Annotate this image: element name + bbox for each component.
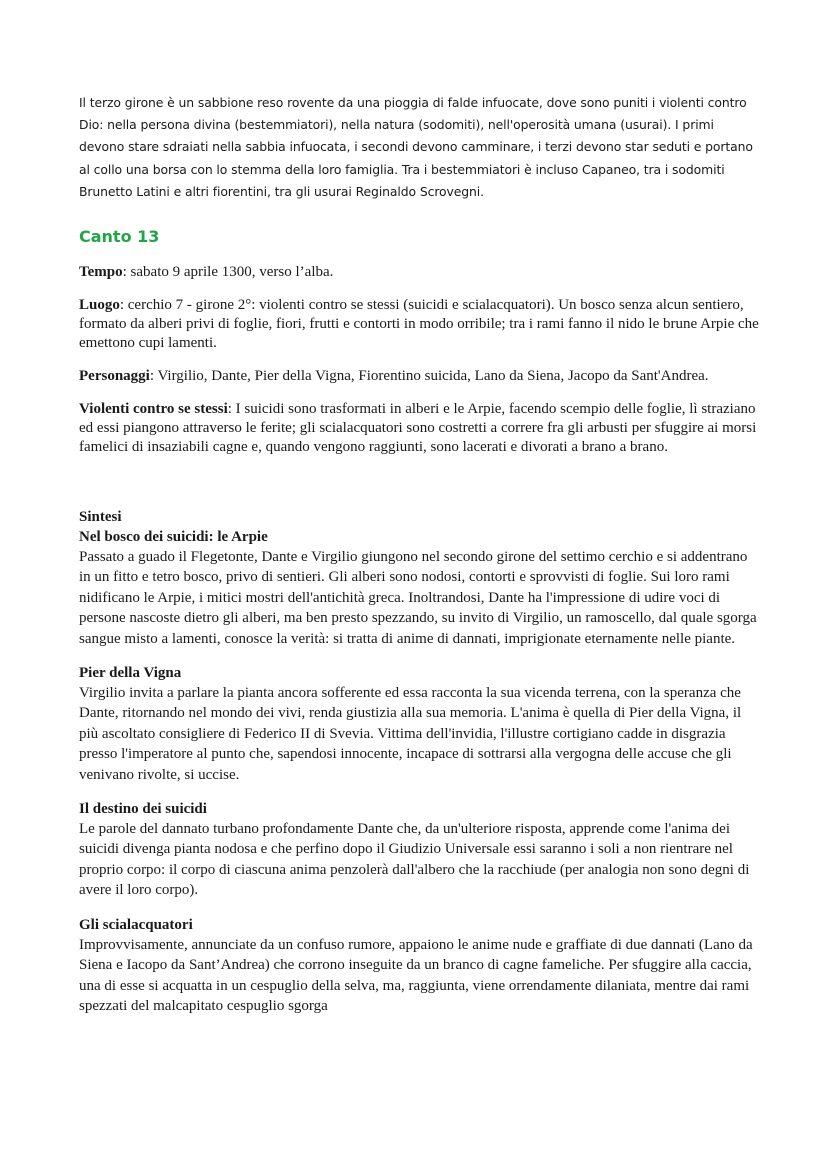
violenti-text: : I suicidi sono trasformati in alberi e le Arpie, facendo scempio delle foglie, lì straziano ed essi piangono attraverso le ferite; gli scialacquatori sono costretti a correre fra gli arbusti per sfuggire ai morsi famelici di insaziabili cagne e, quando vengono raggiunti, sono lacerati e divorati a brano a brano. xyxy=(79,401,757,456)
luogo-text: : cerchio 7 - girone 2°: violenti contro se stessi (suicidi e scialacquatori). Un bosco senza alcun sentiero, formato da alberi privi di foglie, fiori, frutti e contorti in modo orribile; tra i rami fanno il nido le brune Arpie che emettono cupi lamenti. xyxy=(79,297,759,352)
section-title: Nel bosco dei suicidi: le Arpie xyxy=(79,529,268,546)
sintesi-block xyxy=(79,507,759,1016)
section-arpie xyxy=(79,527,759,649)
luogo-label: Luogo xyxy=(79,297,120,314)
personaggi-paragraph xyxy=(79,367,759,386)
section-title: Gli scialacquatori xyxy=(79,916,193,933)
personaggi-label: Personaggi xyxy=(79,368,150,385)
personaggi-text: : Virgilio, Dante, Pier della Vigna, Fiorentino suicida, Lano da Siena, Jacopo da Sant'Andrea. xyxy=(149,368,709,385)
section-body: Le parole del dannato turbano profondamente Dante che, da un'ulteriore risposta, apprende come l'anima dei suicidi divenga pianta nodosa e che perfino dopo il Giudizio Universale essi saranno i soli a non rientrare nel proprio corpo: il corpo di ciascuna anima penzolerà dall'albero che la racchiude (per analogia non sono degni di avere il loro corpo). xyxy=(79,821,750,899)
section-pier-della-vigna xyxy=(79,663,759,785)
canto-title: Canto 13 xyxy=(79,227,160,247)
violenti-paragraph xyxy=(79,400,759,457)
intro-paragraph: Il terzo girone è un sabbione reso rovente da una pioggia di falde infuocate, dove sono puniti i violenti contro Dio: nella persona divina (bestemmiatori), nella natura (sodomiti), nell'operosità umana (usurai). I primi devono stare sdraiati nella sabbia infuocata, i secondi devono camminare, i terzi devono star seduti e portano al collo una borsa con lo stemma della loro famiglia. Tra i bestemmiatori è incluso Capaneo, tra i sodomiti Brunetto Latini e altri fiorentini, tra gli usurai Reginaldo Scrovegni. xyxy=(79,95,753,199)
tempo-paragraph xyxy=(79,263,759,282)
section-body: Improvvisamente, annunciate da un confuso rumore, appaiono le anime nude e graffiate di due dannati (Lano da Siena e Iacopo da Sant’Andrea) che corrono inseguite da un branco di cagne fameliche. Per sfuggire alla caccia, una di esse si acquatta in un cespuglio della selva, ma, raggiunta, viene orrendamente dilaniata, mentre dai rami spezzati del malcapitato cespuglio sgorga xyxy=(79,936,753,1014)
luogo-paragraph xyxy=(79,296,759,353)
section-destino-suicidi xyxy=(79,799,759,901)
section-title: Il destino dei suicidi xyxy=(79,801,207,818)
section-body: Passato a guado il Flegetonte, Dante e Virgilio giungono nel secondo girone del settimo cerchio e si addentrano in un fitto e tetro bosco, privo di sentieri. Gli alberi sono nodosi, contorti e sprovvisti di foglie. Sui loro rami nidificano le Arpie, i mitici mostri dell'antichità greca. Inoltrandosi, Dante ha l'impressione di udire voci di persone nascoste dietro gli alberi, ma ben presto spezzando, su invito di Virgilio, un ramoscello, dal quale sgorga sangue misto a lamenti, conosce la verità: si tratta di anime di dannati, imprigionate eternamente nelle piante. xyxy=(79,549,757,647)
section-body: Virgilio invita a parlare la pianta ancora sofferente ed essa racconta la sua vicenda terrena, con la speranza che Dante, ritornando nel mondo dei vivi, renda giustizia alla sua memoria. L'anima è quella di Pier della Vigna, il più ascoltato consigliere di Federico II di Svevia. Vittima dell'invidia, l'illustre cortigiano cadde in disgrazia presso l'imperatore al punto che, sapendosi innocente, incapace di sottrarsi alla vergogna delle accuse che gli venivano rivolte, si uccise. xyxy=(79,685,742,783)
tempo-text: : sabato 9 aprile 1300, verso l’alba. xyxy=(122,264,334,281)
tempo-label: Tempo xyxy=(79,264,123,281)
section-title: Pier della Vigna xyxy=(79,665,182,682)
sintesi-heading: Sintesi xyxy=(79,509,122,526)
document-page xyxy=(79,92,759,1030)
violenti-label: Violenti contro se stessi xyxy=(79,401,228,418)
section-scialacquatori xyxy=(79,915,759,1017)
